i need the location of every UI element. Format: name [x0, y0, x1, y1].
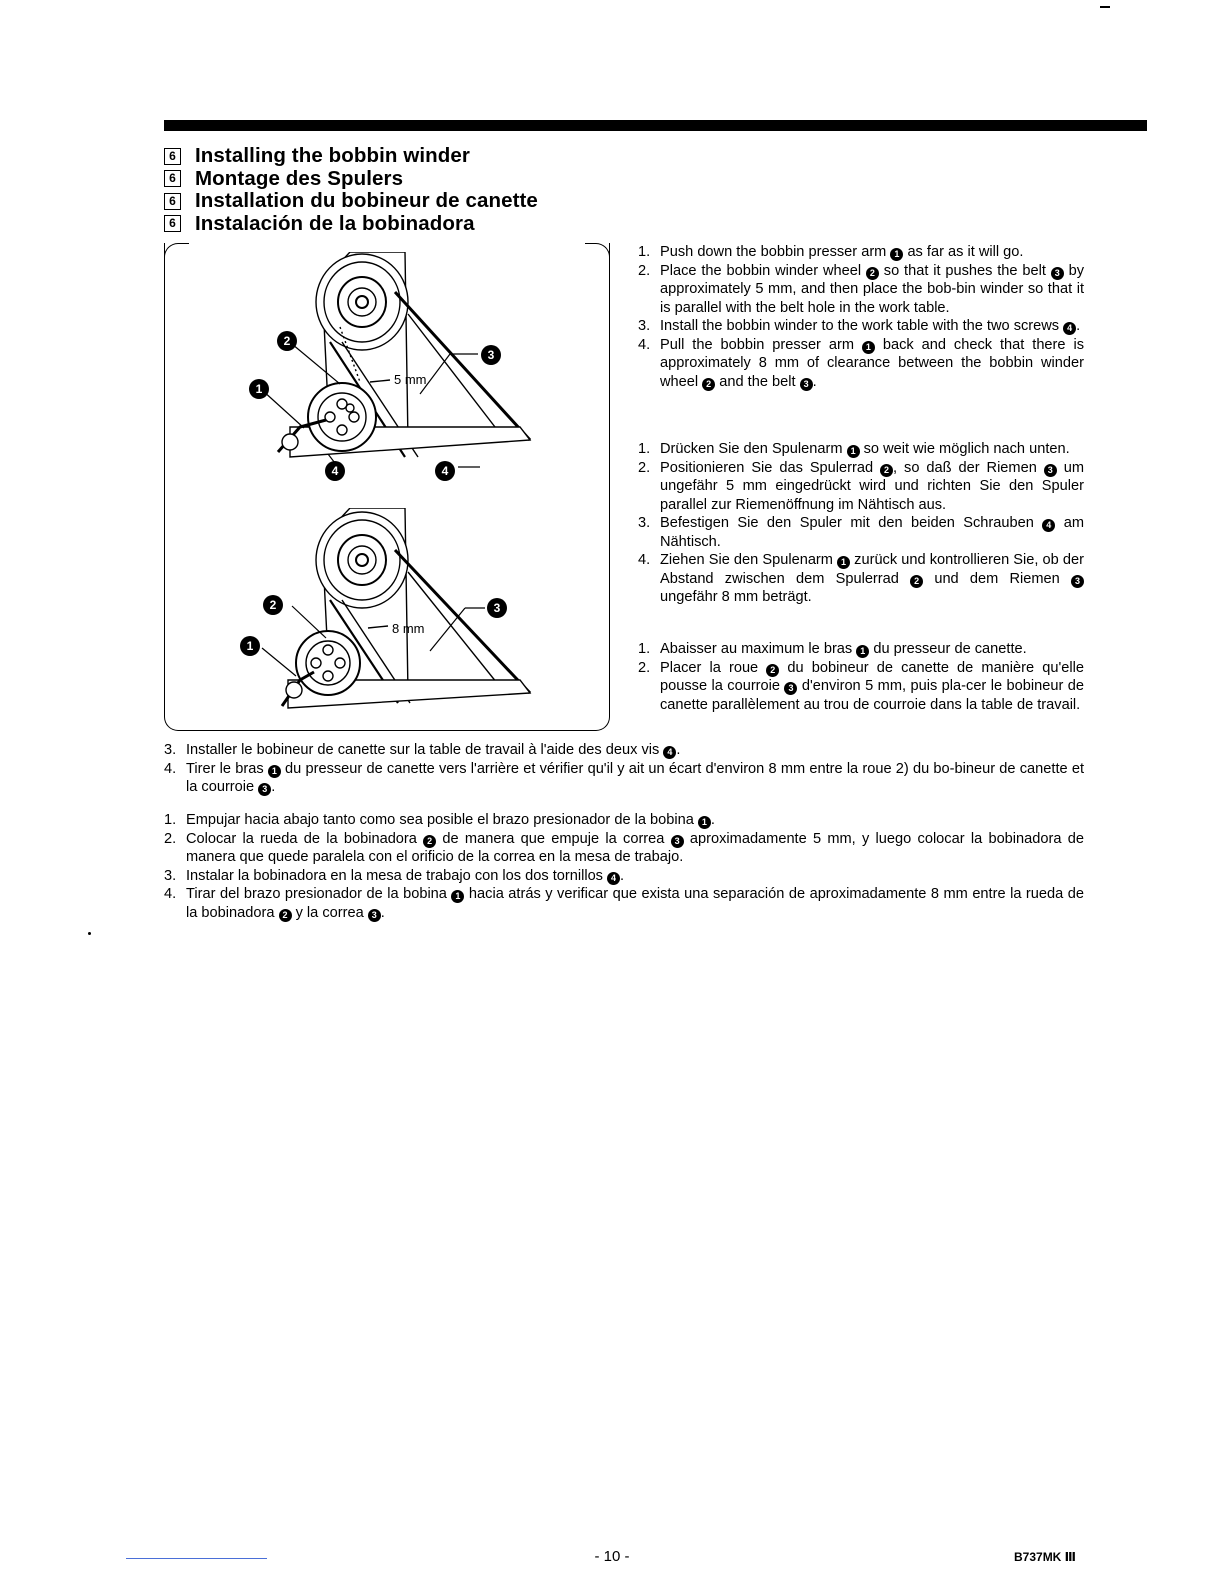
- list-item: [164, 867, 1084, 886]
- item-text: Installer le bobineur de canette sur la table de travail à l'aide des deux vis: [186, 742, 664, 758]
- callout-1-top: 1: [249, 379, 269, 399]
- reference-marker: 1: [856, 645, 869, 658]
- item-text: d'environ 5 mm, puis pla-cer le bobineur de canette parallèlement au trou de courroie dans la table de travail.: [660, 678, 1084, 713]
- list-item: [164, 811, 1084, 830]
- instructions-french-part2: [164, 741, 1084, 797]
- reference-marker: 1: [698, 816, 711, 829]
- item-text: und dem Riemen: [923, 570, 1071, 587]
- item-text: Placer la roue: [660, 659, 767, 676]
- item-text: am Nähtisch.: [660, 515, 1085, 550]
- dimension-label-5mm: 5 mm: [394, 372, 427, 387]
- reference-marker: 2: [910, 575, 923, 588]
- reference-marker: 1: [451, 890, 464, 903]
- section-number-box: 6: [164, 148, 181, 165]
- item-text: Push down the bobbin presser arm: [660, 244, 891, 260]
- instructions-german: [638, 440, 1084, 607]
- item-number: 4.: [638, 336, 651, 353]
- list-item: [164, 760, 1084, 797]
- item-number: 1.: [638, 641, 651, 657]
- item-text: Tirar del brazo presionador de la bobina: [186, 886, 452, 902]
- reference-marker: 3: [1044, 464, 1057, 477]
- model-number: B737MK Ⅲ: [1014, 1550, 1077, 1564]
- instructions-french-part1: [638, 640, 1084, 714]
- blue-line-mark: [126, 1558, 267, 1559]
- list-item: [164, 830, 1084, 867]
- item-number: 3.: [638, 515, 651, 531]
- item-number: 3.: [164, 867, 177, 884]
- reference-marker: 1: [890, 248, 903, 261]
- item-text: .: [380, 904, 385, 921]
- item-number: 3.: [638, 318, 651, 334]
- section-number-box: 6: [164, 170, 181, 187]
- reference-marker: 2: [702, 378, 715, 391]
- item-number: 2.: [638, 262, 651, 279]
- item-number: 1.: [638, 244, 651, 260]
- reference-marker: 2: [866, 267, 879, 280]
- reference-marker: 1: [847, 445, 860, 458]
- reference-marker: 3: [258, 783, 271, 796]
- list-item: [638, 459, 1084, 515]
- reference-marker: 4: [1042, 519, 1055, 532]
- top-rule: [164, 120, 1147, 131]
- item-number: 1.: [164, 812, 177, 828]
- callout-3-top: 3: [481, 345, 501, 365]
- reference-marker: 1: [862, 341, 875, 354]
- item-text: du presseur de canette vers l'arrière et vérifier qu'il y ait un écart d'environ 8 mm entre la roue 2) du bo-bineur de canette et la courroie: [186, 760, 1084, 795]
- item-text: .: [271, 779, 276, 795]
- item-text: by approximately 5 mm, and then place the bob-bin winder so that it is parallel with the belt hole in the work table.: [660, 262, 1085, 316]
- reference-marker: 3: [1051, 267, 1064, 280]
- item-text: Tirer le bras: [186, 760, 268, 777]
- item-text: Abaisser au maximum le bras: [660, 641, 857, 657]
- item-text: ungefähr 8 mm beträgt.: [660, 589, 812, 605]
- item-text: Empujar hacia abajo tanto como sea posible el brazo presionador de la bobina: [186, 812, 698, 828]
- item-number: 4.: [638, 552, 651, 568]
- item-number: 2.: [638, 659, 651, 676]
- heading-english: 6 Installing the bobbin winder: [164, 145, 538, 168]
- item-text: du bobineur de canette de manière qu'elle pousse la courroie: [660, 659, 1084, 694]
- item-number: 4.: [164, 886, 177, 902]
- page-number: - 10 -: [594, 1548, 630, 1565]
- item-text: .: [676, 742, 681, 758]
- item-text: de manera que empuje la correa: [436, 830, 671, 847]
- reference-marker: 3: [1071, 575, 1084, 588]
- dash-mark: [1100, 6, 1110, 8]
- list-item: [638, 317, 1084, 336]
- callout-2-bottom: 2: [263, 595, 283, 615]
- reference-marker: 4: [663, 746, 676, 759]
- dot-mark: [88, 932, 91, 935]
- reference-marker: 3: [800, 378, 813, 391]
- item-number: 1.: [638, 441, 651, 457]
- item-number: 3.: [164, 742, 177, 758]
- list-item: [164, 885, 1084, 922]
- list-item: [638, 243, 1084, 262]
- reference-marker: 3: [671, 835, 684, 848]
- list-item: [638, 551, 1084, 607]
- instructions-spanish: [164, 811, 1084, 922]
- item-text: aproximadamente 5 mm, y luego colocar la bobinadora de manera que quede paralela con el orificio de la correa en la mesa de trabajo.: [186, 830, 1084, 865]
- section-number-box: 6: [164, 215, 181, 232]
- section-headings: [164, 145, 538, 235]
- item-text: Drücken Sie den Spulenarm: [660, 441, 847, 457]
- callout-3-bottom: 3: [487, 598, 507, 618]
- dimension-label-8mm: 8 mm: [392, 621, 425, 636]
- reference-marker: 1: [268, 765, 281, 778]
- reference-marker: 2: [423, 835, 436, 848]
- list-item: [638, 336, 1084, 392]
- reference-marker: 2: [279, 909, 292, 922]
- item-text: y la correa: [291, 904, 368, 921]
- item-text: Pull the bobbin presser arm: [660, 336, 862, 353]
- reference-marker: 2: [766, 664, 779, 677]
- item-text: and the belt: [715, 373, 800, 390]
- section-number-box: 6: [164, 193, 181, 210]
- heading-german: 6 Montage des Spulers: [164, 168, 538, 191]
- list-item: [638, 262, 1084, 318]
- reference-marker: 3: [368, 909, 381, 922]
- list-item: [638, 440, 1084, 459]
- item-text: as far as it will go.: [903, 244, 1024, 260]
- list-item: [638, 659, 1084, 715]
- item-text: .: [812, 373, 817, 390]
- heading-spanish: 6 Instalación de la bobinadora: [164, 213, 538, 236]
- reference-marker: 3: [784, 682, 797, 695]
- item-text: .: [620, 867, 625, 884]
- item-text: zurück und kontrollieren Sie, ob der Abstand zwischen dem Spulerrad: [660, 552, 1084, 587]
- item-text: , so daß der Riemen: [893, 459, 1044, 476]
- item-text: .: [1076, 318, 1081, 334]
- item-text: Befestigen Sie den Spuler mit den beiden Schrauben: [660, 515, 1043, 531]
- reference-marker: 1: [837, 556, 850, 569]
- item-text: Colocar la rueda de la bobinadora: [186, 830, 424, 847]
- item-number: 4.: [164, 760, 177, 777]
- callout-4b-top: 4: [435, 461, 455, 481]
- reference-marker: 4: [1063, 322, 1076, 335]
- heading-french: 6 Installation du bobineur de canette: [164, 190, 538, 213]
- list-item: [638, 514, 1084, 551]
- reference-marker: 2: [880, 464, 893, 477]
- item-text: hacia atrás y verificar que exista una separación de aproximadamente 8 mm entre la rueda de la bobinadora: [186, 886, 1084, 921]
- item-text: .: [710, 812, 715, 828]
- item-text: Positionieren Sie das Spulerrad: [660, 459, 881, 476]
- item-text: Place the bobbin winder wheel: [660, 262, 866, 279]
- item-number: 2.: [638, 459, 651, 476]
- item-number: 2.: [164, 830, 177, 847]
- callout-2-top: 2: [277, 331, 297, 351]
- item-text: so weit wie möglich nach unten.: [859, 441, 1070, 457]
- item-text: Install the bobbin winder to the work table with the two screws: [660, 318, 1064, 334]
- item-text: back and check that there is approximately 8 mm of clearance between the bobbin winder wheel: [660, 336, 1085, 390]
- list-item: [638, 640, 1084, 659]
- item-text: um ungefähr 5 mm eingedrückt wird und richten Sie den Spuler parallel zur Riemenöffnung im Nähtisch aus.: [660, 459, 1084, 513]
- callout-1-bottom: 1: [240, 636, 260, 656]
- instructions-english: [638, 243, 1084, 391]
- item-text: so that it pushes the belt: [878, 262, 1051, 279]
- callout-4a-top: 4: [325, 461, 345, 481]
- item-text: du presseur de canette.: [869, 641, 1027, 657]
- list-item: [164, 741, 1084, 760]
- item-text: Ziehen Sie den Spulenarm: [660, 552, 838, 568]
- reference-marker: 4: [607, 872, 620, 885]
- item-text: Instalar la bobinadora en la mesa de trabajo con los dos tornillos: [186, 867, 608, 884]
